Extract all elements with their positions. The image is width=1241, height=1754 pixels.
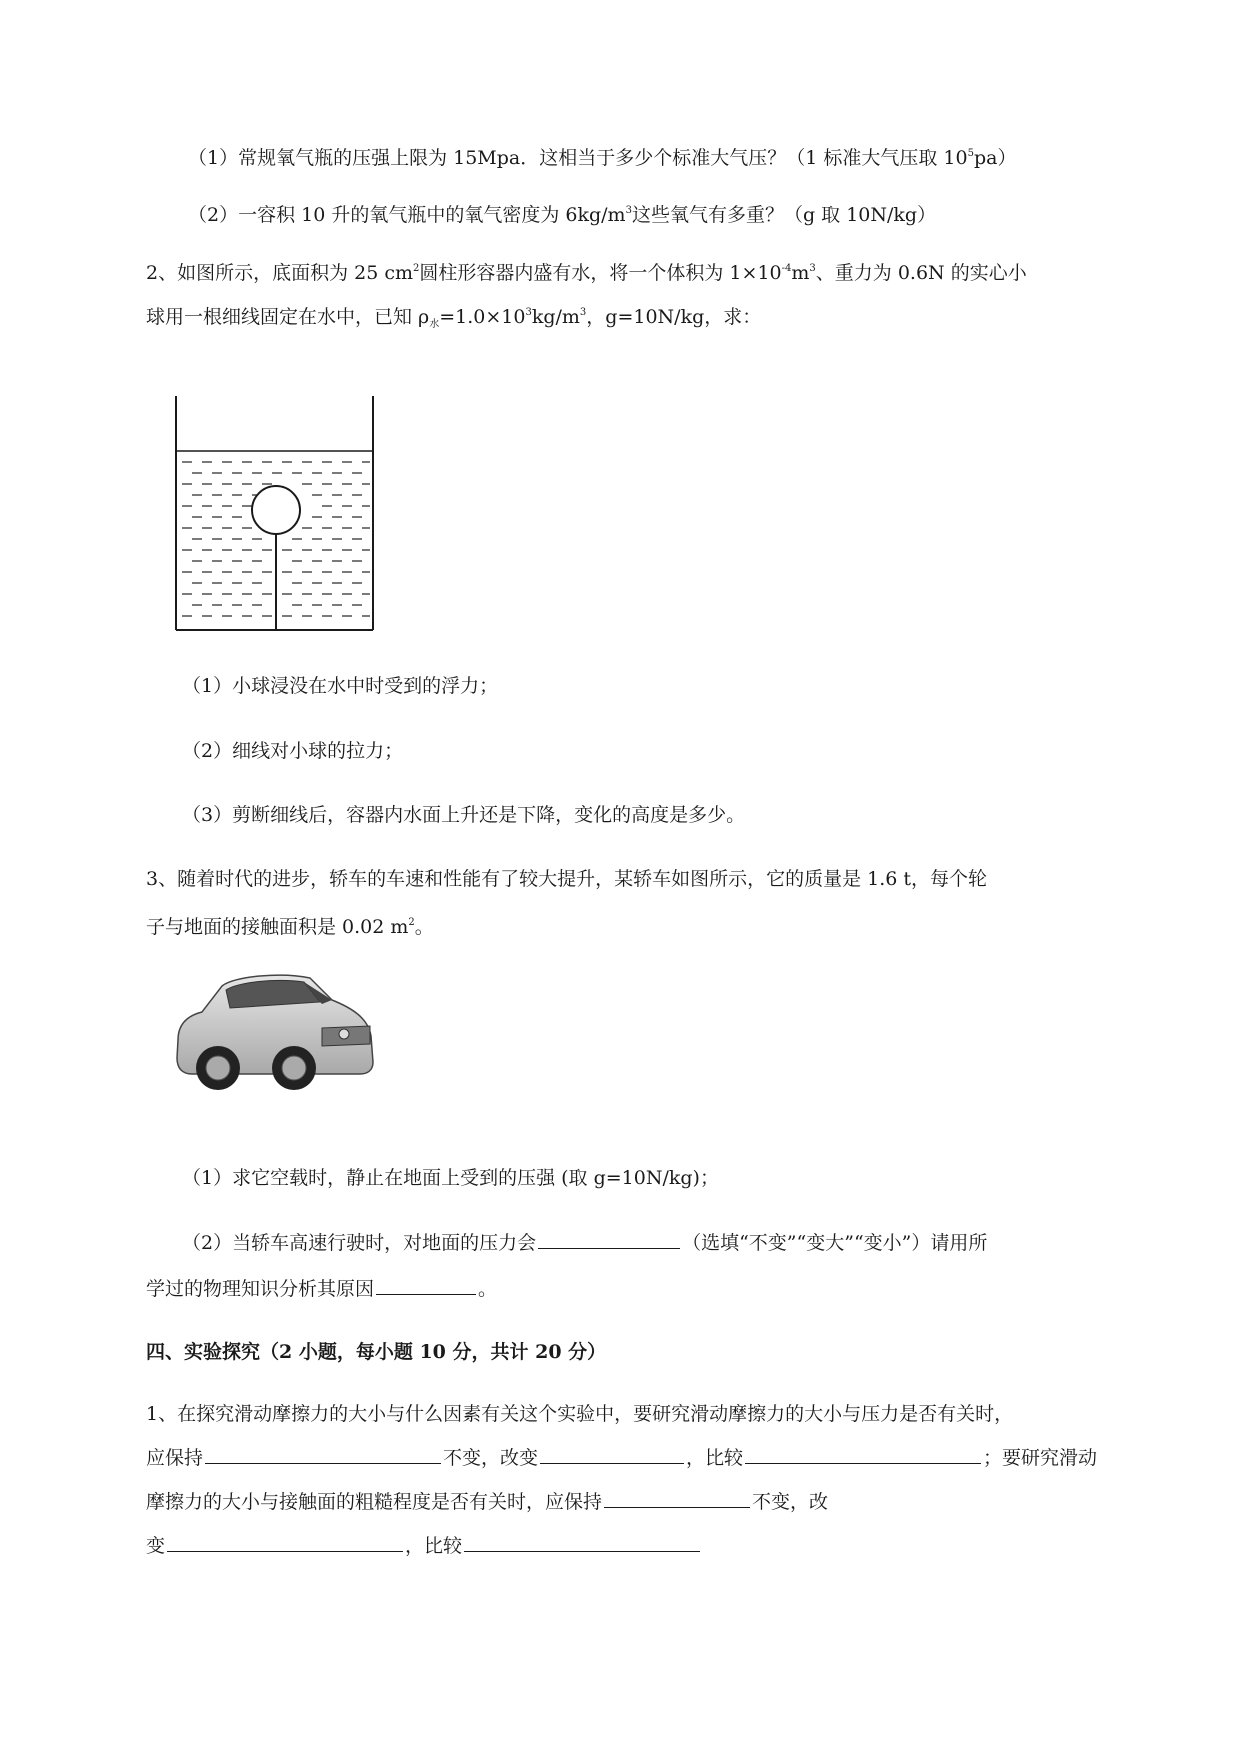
container-figure <box>174 396 379 632</box>
answer-blank-keep-constant-1[interactable] <box>205 1443 441 1464</box>
car-logo <box>339 1029 349 1039</box>
answer-blank-reason[interactable] <box>376 1274 476 1295</box>
section4-heading: 四、实验探究（2 小题，每小题 10 分，共计 20 分） <box>146 1341 607 1363</box>
answer-blank-compare-2[interactable] <box>464 1531 700 1552</box>
answer-blank-pressure-change[interactable] <box>538 1228 680 1249</box>
answer-blank-compare-1[interactable] <box>745 1443 981 1464</box>
s4-q1-line1: 1、在探究滑动摩擦力的大小与什么因素有关这个实验中，要研究滑动摩擦力的大小与压力是否有关时， <box>146 1403 1014 1425</box>
q2-sub2: （2）细线对小球的拉力； <box>182 740 404 762</box>
front-wheel <box>196 1046 240 1090</box>
s4-q1-line3: 摩擦力的大小与接触面的粗糙程度是否有关时，应保持 不变，改 <box>146 1487 828 1516</box>
q3-sub2-line1: （2）当轿车高速行驶时，对地面的压力会 （选填“不变”“变大”“变小”）请用所 <box>182 1228 987 1257</box>
q1-sub1: （1）常规氧气瓶的压强上限为 15Mpa．这相当于多少个标准大气压？（1 标准大气压取 $10^5pa$） <box>188 147 1017 169</box>
q3-intro-line1: 3、随着时代的进步，轿车的车速和性能有了较大提升，某轿车如图所示，它的质量是 1.6 t，每个轮 <box>146 868 988 890</box>
q3-sub1: （1）求它空载时，静止在地面上受到的压强 (取 g=10N/kg)； <box>182 1167 719 1189</box>
s4-q1-line4: 变 ，比较 <box>146 1531 702 1560</box>
q2-sub1: （1）小球浸没在水中时受到的浮力； <box>182 675 499 697</box>
q3-intro-line2: 子与地面的接触面积是 0.02 $m^2$。 <box>146 916 434 938</box>
answer-blank-keep-constant-2[interactable] <box>604 1487 750 1508</box>
answer-blank-change-1[interactable] <box>540 1443 684 1464</box>
q2-sub3: （3）剪断细线后，容器内水面上升还是下降，变化的高度是多少。 <box>182 804 746 826</box>
q3-sub2-line2: 学过的物理知识分析其原因 。 <box>146 1274 497 1303</box>
q1-sub2: （2）一容积 10 升的氧气瓶中的氧气密度为 $6kg/m^3$这些氧气有多重？（g 取 10N/kg） <box>188 204 937 226</box>
answer-blank-change-2[interactable] <box>167 1531 403 1552</box>
q2-intro-line1: 2、如图所示，底面积为 25 $cm^2$圆柱形容器内盛有水，将一个体积为 $1\times 10^{-4}m^3$、重力为 0.6N 的实心小 <box>146 262 1027 284</box>
ball <box>252 486 300 534</box>
car-image <box>172 970 377 1094</box>
s4-q1-line2: 应保持 不变，改变 ，比较 ；要研究滑动 <box>146 1443 1097 1472</box>
q2-intro-line2: 球用一根细线固定在水中，已知 $\rho_水=1.0\times 10^3kg/m^3$，g=10N/kg，求： <box>146 306 762 330</box>
rear-wheel <box>272 1046 316 1090</box>
